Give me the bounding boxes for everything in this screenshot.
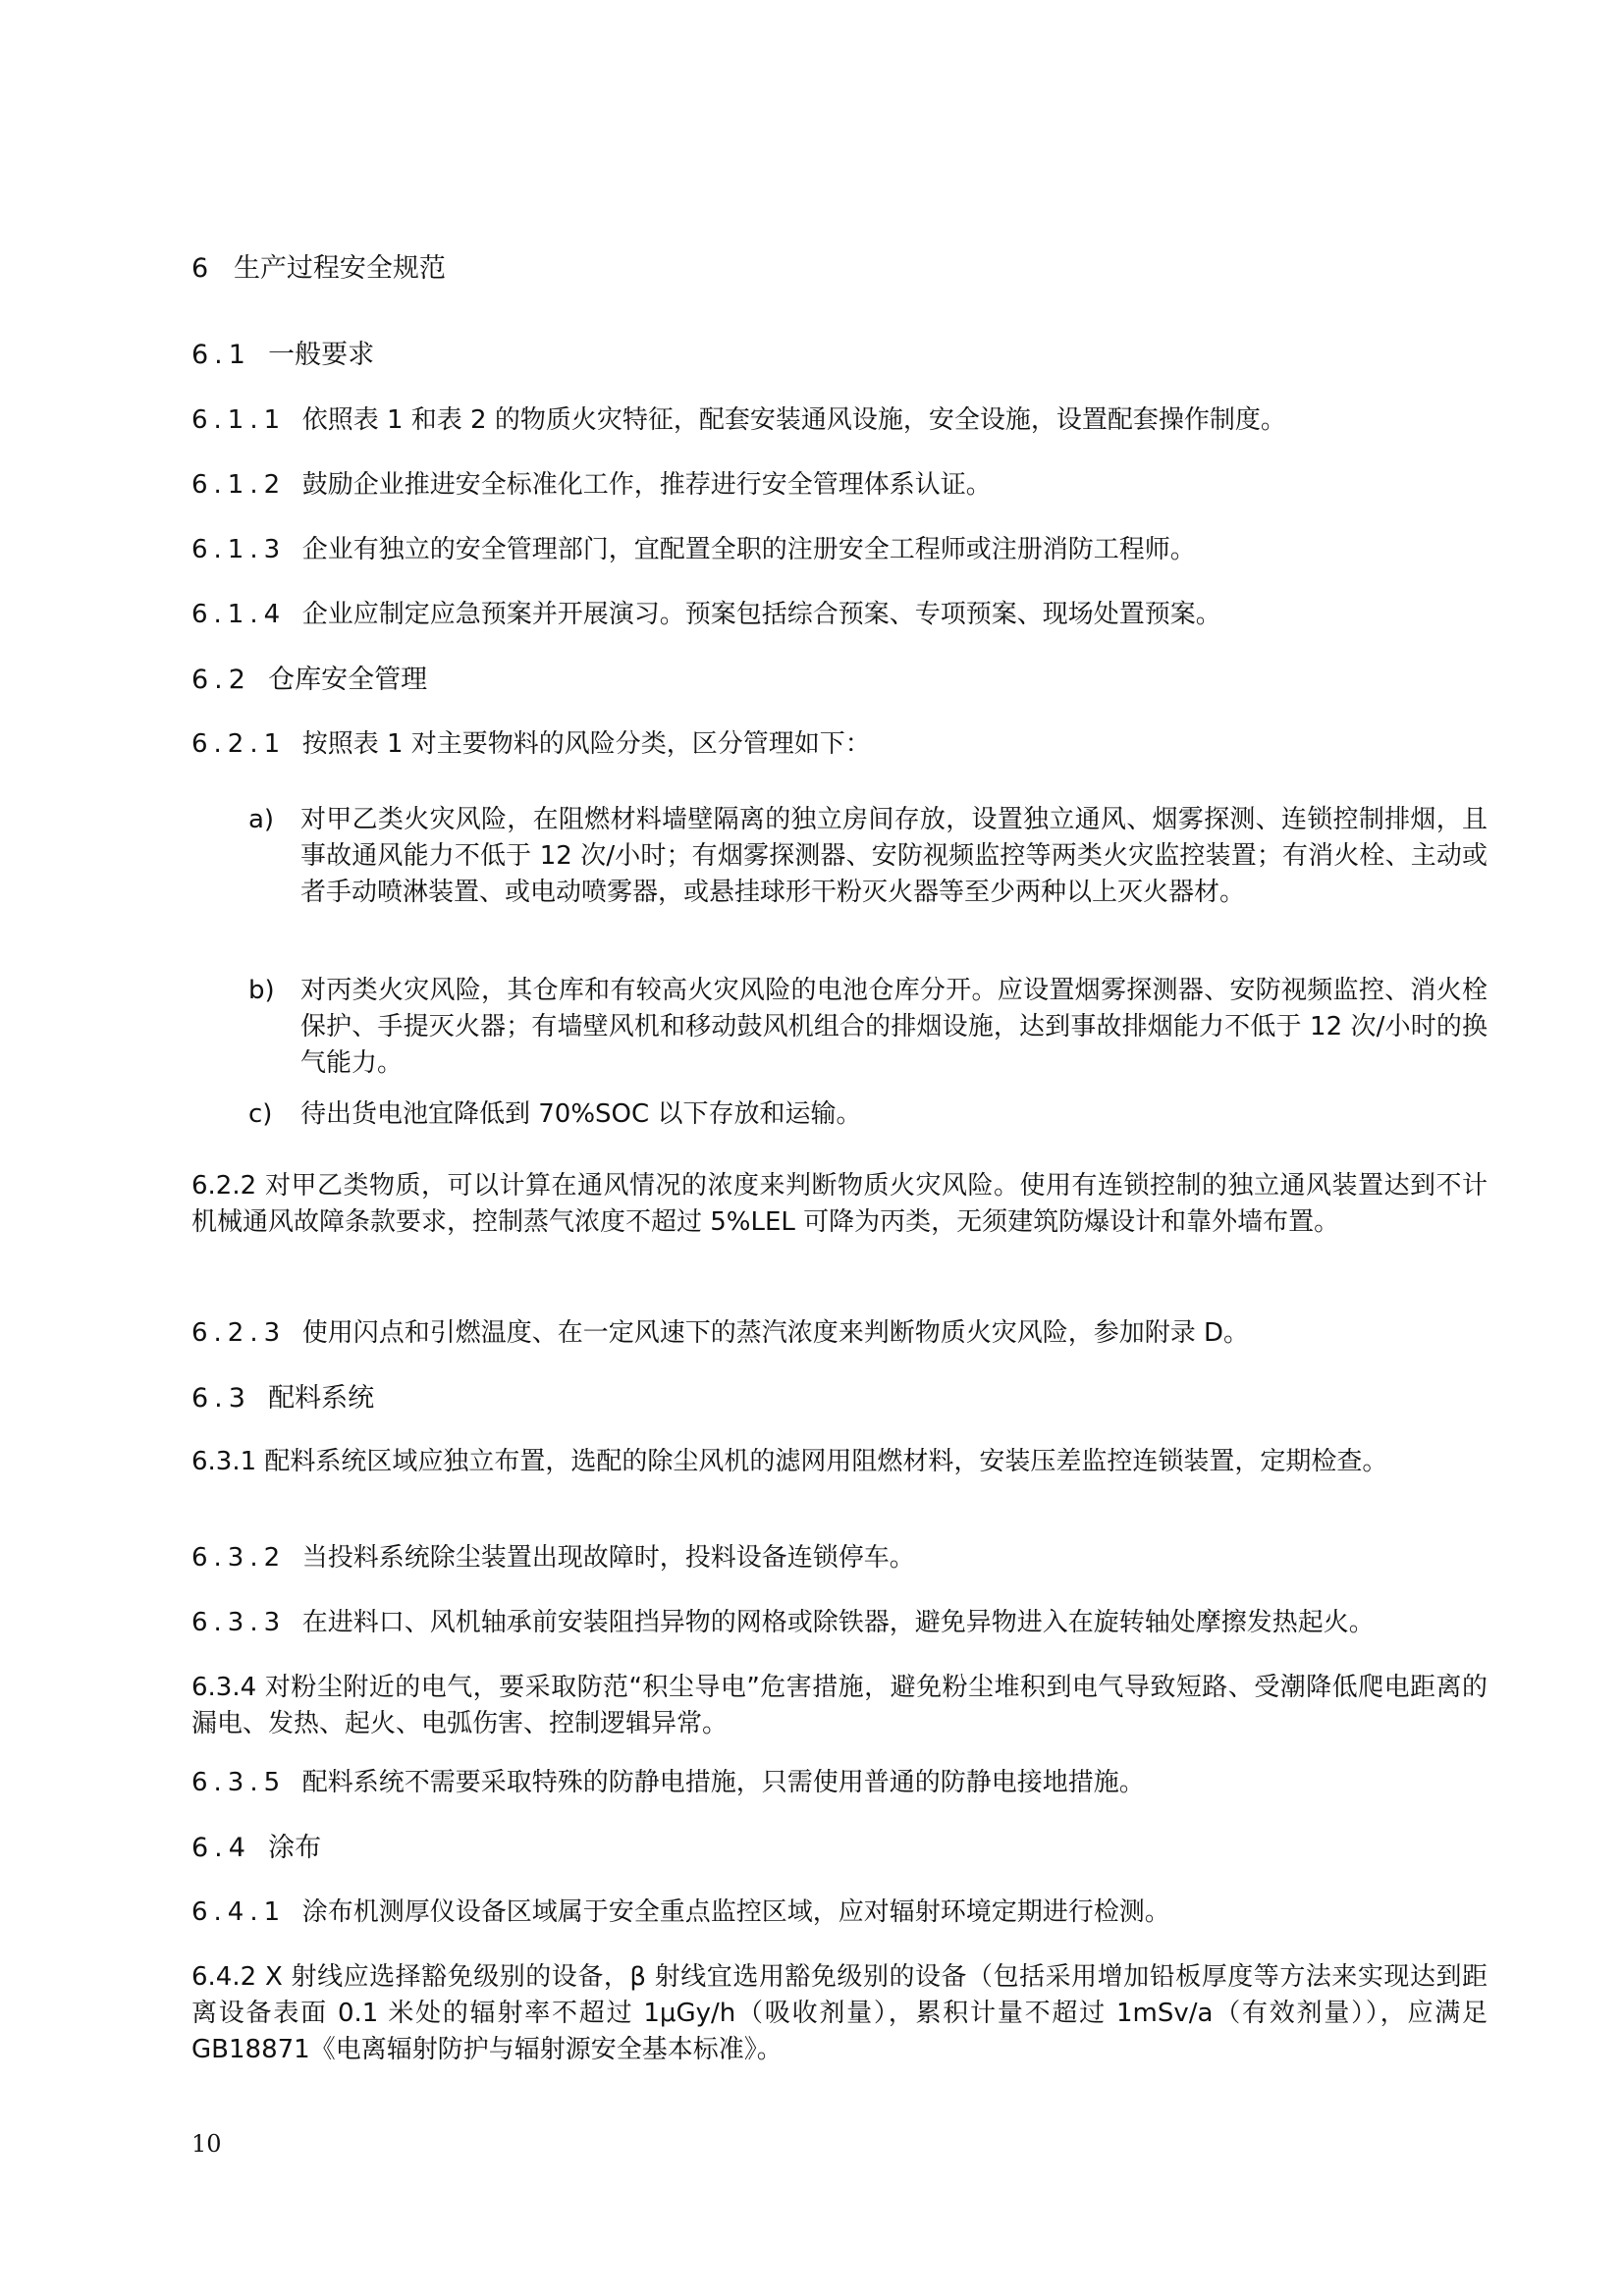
subsection-title: 一般要求 — [268, 340, 375, 370]
clause-number: 6.1.2 — [191, 470, 287, 500]
clause — [191, 1765, 1488, 1801]
clause — [191, 1315, 1488, 1352]
clause-number: 6.2.1 — [191, 729, 287, 759]
clause-number: 6.4.1 — [191, 1897, 287, 1927]
clause-text: 对粉尘附近的电气，要采取防范“积尘导电”危害措施，避免粉尘堆积到电气导致短路、受潮降低爬电距离的漏电、发热、起火、电弧伤害、控制逻辑异常。 — [191, 1673, 1488, 1738]
clause-number: 6.1.4 — [191, 600, 287, 629]
clause-number: 6.3.4 — [191, 1673, 257, 1702]
clause-number: 6.3.2 — [191, 1543, 287, 1573]
clause — [191, 532, 1488, 568]
clause-text: 使用闪点和引燃温度、在一定风速下的蒸汽浓度来判断物质火灾风险，参加附录 D。 — [301, 1318, 1249, 1348]
clause — [191, 1605, 1488, 1641]
clause-number: 6.3.5 — [191, 1768, 287, 1797]
clause-text: 当投料系统除尘装置出现故障时，投料设备连锁停车。 — [301, 1543, 915, 1573]
clause-text: 按照表 1 对主要物料的风险分类，区分管理如下： — [301, 729, 871, 759]
list-item-label: a) — [248, 805, 275, 834]
clause-text: 涂布机测厚仪设备区域属于安全重点监控区域，应对辐射环境定期进行检测。 — [301, 1897, 1170, 1927]
clause-number: 6.3.3 — [191, 1608, 287, 1637]
list-item-text: 对丙类火灾风险，其仓库和有较高火灾风险的电池仓库分开。应设置烟雾探测器、安防视频监控、消火栓保护、手提灭火器；有墙壁风机和移动鼓风机组合的排烟设施，达到事故排烟能力不低于 12 次/小时的换气能力。 — [300, 976, 1488, 1078]
list-item-text: 待出货电池宜降低到 70%SOC 以下存放和运输。 — [300, 1099, 862, 1129]
clause-text: 在进料口、风机轴承前安装阻挡异物的网格或除铁器，避免异物进入在旋转轴处摩擦发热起火。 — [301, 1608, 1375, 1637]
clause-text: 对甲乙类物质，可以计算在通风情况的浓度来判断物质火灾风险。使用有连锁控制的独立通风装置达到不计机械通风故障条款要求，控制蒸气浓度不超过 5%LEL 可降为丙类，无须建筑防爆设计和靠外墙布置。 — [191, 1171, 1488, 1237]
clause — [191, 1444, 1488, 1480]
list-item — [248, 802, 1488, 911]
list-item-label: c) — [248, 1099, 273, 1129]
subsection-heading — [191, 1830, 1488, 1866]
subsection-number: 6.1 — [191, 340, 251, 370]
clause — [191, 467, 1488, 504]
clause-number: 6.1.3 — [191, 535, 287, 564]
list-item-label: b) — [248, 976, 275, 1005]
clause-number: 6.1.1 — [191, 405, 287, 435]
page-number: 10 — [191, 2130, 222, 2158]
clause — [191, 1670, 1488, 1742]
subsection-title: 配料系统 — [268, 1383, 375, 1414]
clause-text: 企业应制定应急预案并开展演习。预案包括综合预案、专项预案、现场处置预案。 — [301, 600, 1221, 629]
clause-number: 6.4.2 — [191, 1962, 257, 1992]
list-item — [248, 1096, 1488, 1133]
subsection-title: 仓库安全管理 — [268, 665, 428, 695]
section-title: 生产过程安全规范 — [233, 253, 446, 284]
section-number: 6 — [191, 253, 209, 284]
subsection-heading — [191, 662, 1488, 698]
clause-text: 依照表 1 和表 2 的物质火灾特征，配套安装通风设施，安全设施，设置配套操作制度。 — [301, 405, 1286, 435]
clause — [191, 402, 1488, 439]
subsection-number: 6.2 — [191, 665, 251, 695]
clause — [191, 1959, 1488, 2068]
clause-text: 企业有独立的安全管理部门，宜配置全职的注册安全工程师或注册消防工程师。 — [301, 535, 1196, 564]
clause-text: 配料系统不需要采取特殊的防静电措施，只需使用普通的防静电接地措施。 — [301, 1768, 1145, 1797]
clause-number: 6.2.3 — [191, 1318, 287, 1348]
subsection-number: 6.4 — [191, 1833, 251, 1863]
clause — [191, 726, 1488, 763]
list-item-text: 对甲乙类火灾风险，在阻燃材料墙壁隔离的独立房间存放，设置独立通风、烟雾探测、连锁控制排烟，且事故通风能力不低于 12 次/小时；有烟雾探测器、安防视频监控等两类火灾监控装置；有消火栓、主动或者手动喷淋装置、或电动喷雾器，或悬挂球形干粉灭火器等至少两种以上灭火器材。 — [300, 805, 1488, 907]
subsection-heading — [191, 1380, 1488, 1416]
clause — [191, 1168, 1488, 1241]
clause-number: 6.2.2 — [191, 1171, 257, 1201]
clause-number: 6.3.1 — [191, 1447, 257, 1476]
section-heading — [191, 250, 1488, 287]
clause-text: 鼓励企业推进安全标准化工作，推荐进行安全管理体系认证。 — [301, 470, 992, 500]
subsection-number: 6.3 — [191, 1383, 251, 1414]
subsection-heading — [191, 337, 1488, 373]
list-item — [248, 973, 1488, 1082]
subsection-title: 涂布 — [268, 1833, 322, 1863]
clause — [191, 1895, 1488, 1931]
clause-text: 配料系统区域应独立布置，选配的除尘风机的滤网用阻燃材料，安装压差监控连锁装置，定期检查。 — [264, 1447, 1388, 1476]
clause — [191, 1540, 1488, 1576]
clause-text: X 射线应选择豁免级别的设备，β 射线宜选用豁免级别的设备（包括采用增加铅板厚度等方法来实现达到距离设备表面 0.1 米处的辐射率不超过 1μGy/h（吸收剂量），累积计量不超过 1mSv/a（有效剂量）），应满足 GB18871《电离辐射防护与辐射源安全基本标准》。 — [191, 1962, 1488, 2064]
clause — [191, 597, 1488, 633]
